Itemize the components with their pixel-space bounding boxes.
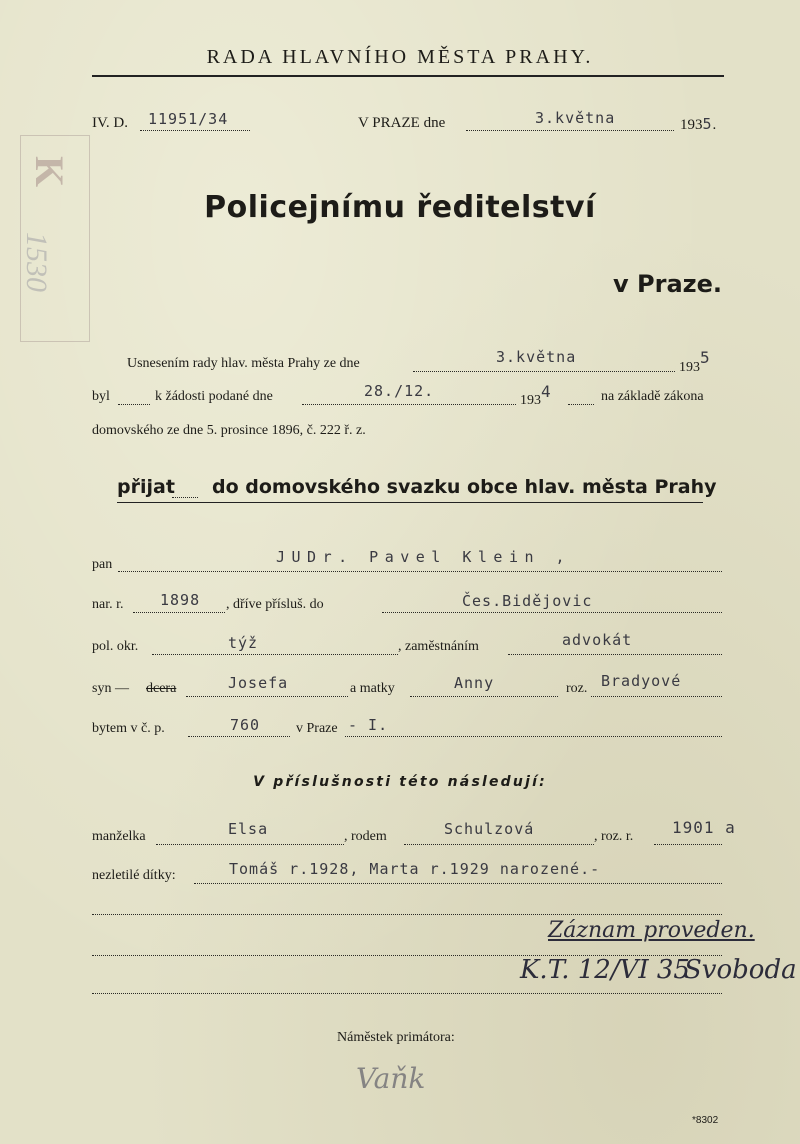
occupation-value: advokát (562, 631, 633, 649)
born-line (133, 612, 225, 613)
followers-heading: V příslušnosti této následují: (253, 774, 547, 790)
wife-label: manželka (92, 829, 146, 844)
date-line (466, 130, 674, 131)
occupation-label: , zaměstnáním (398, 639, 479, 654)
wife-maiden-line (404, 844, 594, 845)
request-year: 1934 (520, 382, 552, 408)
mother-name: Anny (454, 674, 495, 692)
form-number: *8302 (692, 1115, 719, 1126)
daughter-label: dcera (146, 681, 177, 696)
record-note: Záznam proveden. (548, 918, 755, 943)
request-gap-line (568, 404, 594, 405)
byl-line (118, 404, 150, 405)
maiden-label: roz. (566, 681, 588, 696)
margin-stamp-letter: K (27, 155, 73, 188)
born-label: nar. r. (92, 597, 124, 612)
request-tail: na základě zákona (601, 389, 704, 404)
header-rule (92, 75, 724, 77)
maiden-line (591, 696, 722, 697)
residence-number: 760 (230, 716, 261, 734)
heading-rule (117, 502, 703, 503)
margin-stamp-number: 1530 (20, 232, 53, 292)
request-label: k žádosti podané dne (155, 389, 273, 404)
resolution-date: 3.května (496, 348, 577, 366)
prague-district: - I. (348, 716, 389, 734)
father-line (186, 696, 348, 697)
resolution-byl: byl (92, 389, 110, 404)
request-date: 28./12. (364, 382, 435, 400)
resolution-date-line (413, 371, 675, 372)
previous-line (382, 612, 722, 613)
ref-prefix: IV. D. (92, 115, 128, 131)
name-line (118, 571, 722, 572)
son-label: syn — (92, 681, 129, 696)
mother-label: a matky (350, 681, 395, 696)
blank-line-1 (92, 914, 722, 915)
father-name: Josefa (228, 674, 289, 692)
ref-date: 3.května (535, 109, 616, 127)
clerk-signature: Svoboda (684, 955, 797, 985)
previous-label: , dříve přísluš. do (226, 597, 324, 612)
wife-name: Elsa (228, 820, 269, 838)
addressee-title: Policejnímu ředitelství (204, 190, 596, 225)
blank-line-3 (92, 993, 722, 994)
residence-label: bytem v č. p. (92, 721, 165, 736)
kt-note: K.T. 12/VI 35 (520, 955, 690, 985)
occupation-line (508, 654, 722, 655)
wife-year-label: , roz. r. (594, 829, 634, 844)
district-label: pol. okr. (92, 639, 139, 654)
deputy-label: Náměstek primátora: (337, 1030, 455, 1045)
resolution-year: 1935 (679, 348, 711, 375)
children-label: nezletilé dítky: (92, 868, 176, 883)
ref-number: 11951/34 (148, 110, 229, 128)
council-header: RADA HLAVNÍHO MĚSTA PRAHY. (206, 46, 594, 68)
place-label: V PRAZE dne (358, 115, 446, 131)
mother-line (410, 696, 558, 697)
wife-maiden-name: Schulzová (444, 820, 535, 838)
wife-year-line (654, 844, 722, 845)
district-value: týž (228, 634, 259, 652)
born-year: 1898 (160, 591, 201, 609)
mother-maiden-name: Bradyové (601, 672, 682, 690)
law-reference: domovského ze dne 5. prosince 1896, č. 222 ř. z. (92, 423, 366, 438)
pan-label: pan (92, 557, 113, 572)
district-line (152, 654, 398, 655)
wife-born-label: , rodem (344, 829, 387, 844)
deputy-signature: Vaňk (356, 1062, 426, 1095)
wife-year: 1901 a (672, 818, 736, 837)
prague-label: v Praze (296, 721, 338, 736)
prague-district-line (345, 736, 722, 737)
ref-number-line (140, 130, 250, 131)
request-date-line (302, 404, 516, 405)
children-line (194, 883, 722, 884)
accepted-gap-line (172, 497, 198, 498)
accepted-heading: do domovského svazku obce hlav. města Prahy (212, 476, 717, 498)
ref-year: 1935. (680, 115, 717, 133)
children-value: Tomáš r.1928, Marta r.1929 narozené.- (229, 860, 601, 878)
addressee-city: v Praze. (613, 270, 722, 298)
previous-place: Čes.Bidějovic (462, 592, 593, 610)
person-name: JUDr. Pavel Klein , (276, 548, 572, 566)
wife-line (156, 844, 344, 845)
accepted-word: přijat (117, 476, 175, 498)
residence-line (188, 736, 290, 737)
resolution-line1-label: Usnesením rady hlav. města Prahy ze dne (127, 356, 360, 371)
